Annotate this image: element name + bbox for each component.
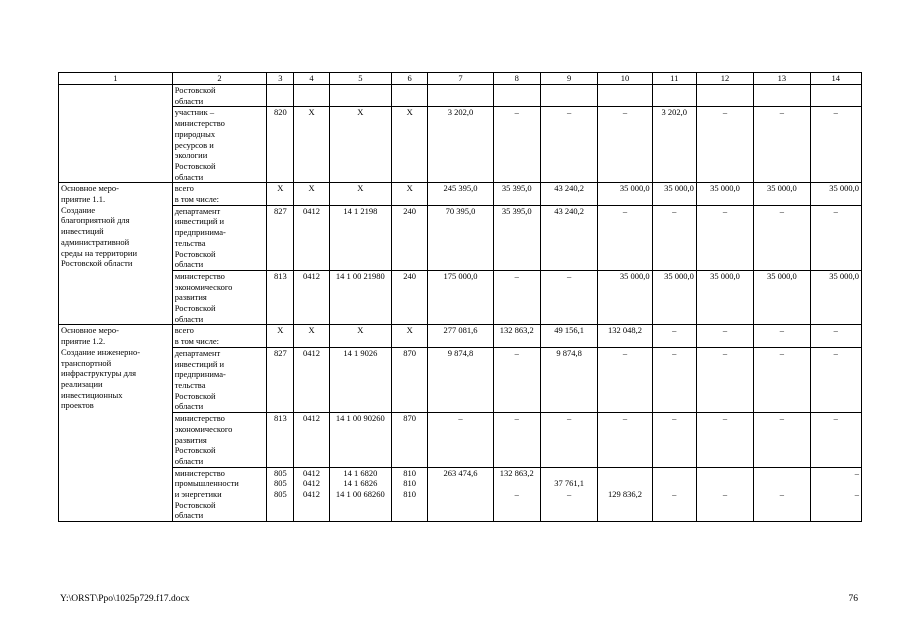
year-cell bbox=[598, 467, 652, 522]
header-cell: 1 bbox=[59, 73, 173, 85]
year-cell: – bbox=[810, 347, 861, 412]
vr-cell: Х bbox=[392, 107, 428, 183]
executor-cell: министерство промышленности и энергетики Ростовской области bbox=[172, 467, 267, 522]
year-value: 37 761,1 bbox=[554, 478, 584, 489]
year-value bbox=[813, 478, 859, 489]
rzpr-cell: 0412 bbox=[294, 413, 329, 468]
year-cell: – bbox=[754, 107, 810, 183]
year-cell: – bbox=[540, 270, 597, 325]
year-cell bbox=[754, 467, 810, 522]
executor-cell: департамент инвестиций и предпринима- тельства Ростовской области bbox=[172, 347, 267, 412]
year-cell: – bbox=[598, 413, 652, 468]
year-cell: – bbox=[696, 413, 753, 468]
year-cell: – bbox=[696, 107, 753, 183]
year-cell: – bbox=[754, 413, 810, 468]
grbs-cell: 827 bbox=[267, 205, 294, 270]
year-cell bbox=[493, 467, 540, 522]
year-cell: – bbox=[493, 107, 540, 183]
header-cell: 8 bbox=[493, 73, 540, 85]
year-cell: – bbox=[696, 347, 753, 412]
rzpr-value: 0412 bbox=[303, 467, 321, 478]
year-cell: 35 000,0 bbox=[652, 183, 696, 205]
year-cell: – bbox=[696, 325, 753, 347]
table-row bbox=[59, 413, 862, 468]
year-cell: 132 863,2 bbox=[493, 325, 540, 347]
year-value: – bbox=[672, 488, 677, 499]
table-row bbox=[59, 270, 862, 325]
header-cell: 3 bbox=[267, 73, 294, 85]
year-cell: – bbox=[652, 205, 696, 270]
vr-cell: 240 bbox=[392, 270, 428, 325]
rzpr-cell: 0412 bbox=[294, 270, 329, 325]
year-cell: 35 000,0 bbox=[810, 183, 861, 205]
year-cell: – bbox=[598, 347, 652, 412]
year-cell: – bbox=[810, 413, 861, 468]
year-cell: – bbox=[598, 107, 652, 183]
grbs-value: 805 bbox=[273, 478, 287, 489]
vr-cell bbox=[392, 467, 428, 522]
year-cell: – bbox=[493, 413, 540, 468]
table-row bbox=[59, 205, 862, 270]
year-cell: – bbox=[810, 325, 861, 347]
year-value: – bbox=[854, 489, 859, 499]
year-cell bbox=[652, 467, 696, 522]
rzpr-value: 0412 bbox=[303, 489, 321, 500]
header-row bbox=[59, 73, 862, 85]
year-cell: – bbox=[493, 347, 540, 412]
year-cell: – bbox=[652, 325, 696, 347]
year-cell: – bbox=[540, 107, 597, 183]
header-cell: 2 bbox=[172, 73, 267, 85]
csr-value: 14 1 6826 bbox=[343, 478, 378, 489]
year-cell: 35 000,0 bbox=[598, 183, 652, 205]
header-cell: 5 bbox=[329, 73, 391, 85]
rzpr-cell: 0412 bbox=[294, 347, 329, 412]
year-cell bbox=[810, 467, 861, 522]
measure-cell: Основное меро- приятие 1.1. Создание благоприятной для инвестиций административной среды на территории Ростовской области bbox=[59, 183, 173, 325]
year-cell: – bbox=[810, 205, 861, 270]
executor-cell: Ростовской области bbox=[172, 85, 267, 107]
vr-cell: Х bbox=[392, 325, 428, 347]
year-value: – bbox=[514, 489, 519, 499]
executor-cell: всего в том числе: bbox=[172, 325, 267, 347]
year-cell: 3 202,0 bbox=[652, 107, 696, 183]
grbs-value: 805 bbox=[273, 467, 287, 478]
year-value: – bbox=[854, 467, 859, 478]
csr-cell: Х bbox=[329, 183, 391, 205]
year-cell: 35 000,0 bbox=[754, 183, 810, 205]
grbs-value: 805 bbox=[273, 489, 287, 500]
year-cell: – bbox=[754, 205, 810, 270]
grbs-cell bbox=[267, 467, 294, 522]
csr-cell: 14 1 9026 bbox=[329, 347, 391, 412]
year-value: 129 836,2 bbox=[607, 488, 642, 499]
grbs-cell: Х bbox=[267, 183, 294, 205]
csr-cell: 14 1 00 21980 bbox=[329, 270, 391, 325]
header-cell: 6 bbox=[392, 73, 428, 85]
year-cell: 43 240,2 bbox=[540, 183, 597, 205]
grbs-cell: 813 bbox=[267, 270, 294, 325]
year-cell: – bbox=[493, 270, 540, 325]
total-cell: 3 202,0 bbox=[428, 107, 493, 183]
total-cell: 175 000,0 bbox=[428, 270, 493, 325]
year-cell: 43 240,2 bbox=[540, 205, 597, 270]
file-path: Y:\ORST\Ppo\1025p729.f17.docx bbox=[60, 594, 190, 604]
page-number: 76 bbox=[848, 594, 858, 604]
executor-cell: департамент инвестиций и предпринима- тельства Ростовской области bbox=[172, 205, 267, 270]
table-row bbox=[59, 325, 862, 347]
header-cell: 9 bbox=[540, 73, 597, 85]
vr-cell: 870 bbox=[392, 413, 428, 468]
year-cell bbox=[696, 467, 753, 522]
vr-cell: 240 bbox=[392, 205, 428, 270]
rzpr-cell: Х bbox=[294, 107, 329, 183]
year-value: – bbox=[566, 489, 572, 499]
year-cell: 49 156,1 bbox=[540, 325, 597, 347]
vr-value: 810 bbox=[403, 478, 417, 489]
csr-cell: Х bbox=[329, 107, 391, 183]
header-cell: 4 bbox=[294, 73, 329, 85]
year-cell: 35 395,0 bbox=[493, 183, 540, 205]
year-cell: – bbox=[696, 205, 753, 270]
total-cell: 263 474,6 bbox=[428, 467, 493, 522]
year-cell: – bbox=[540, 413, 597, 468]
csr-cell: 14 1 00 90260 bbox=[329, 413, 391, 468]
header-cell: 12 bbox=[696, 73, 753, 85]
rzpr-cell: Х bbox=[294, 325, 329, 347]
table-row bbox=[59, 107, 862, 183]
vr-value: 810 bbox=[403, 467, 417, 478]
year-value bbox=[543, 468, 595, 479]
table-row bbox=[59, 347, 862, 412]
year-cell: 35 000,0 bbox=[754, 270, 810, 325]
year-cell: 132 048,2 bbox=[598, 325, 652, 347]
vr-value: 810 bbox=[403, 489, 417, 500]
year-cell: – bbox=[652, 347, 696, 412]
rzpr-cell: 0412 bbox=[294, 205, 329, 270]
year-cell: 35 395,0 bbox=[493, 205, 540, 270]
executor-cell: всего в том числе: bbox=[172, 183, 267, 205]
total-cell: 245 395,0 bbox=[428, 183, 493, 205]
grbs-cell: 827 bbox=[267, 347, 294, 412]
year-cell: – bbox=[810, 107, 861, 183]
year-cell: – bbox=[652, 413, 696, 468]
csr-cell bbox=[329, 467, 391, 522]
year-cell: 35 000,0 bbox=[810, 270, 861, 325]
header-cell: 14 bbox=[810, 73, 861, 85]
executor-cell: министерство экономического развития Ростовской области bbox=[172, 413, 267, 468]
csr-value: 14 1 00 68260 bbox=[335, 489, 385, 500]
grbs-cell: 813 bbox=[267, 413, 294, 468]
year-cell: 9 874,8 bbox=[540, 347, 597, 412]
header-cell: 10 bbox=[598, 73, 652, 85]
measure-cell bbox=[59, 85, 173, 183]
header-cell: 13 bbox=[754, 73, 810, 85]
table-row bbox=[59, 85, 862, 107]
total-cell: 70 395,0 bbox=[428, 205, 493, 270]
measure-cell: Основное меро- приятие 1.2. Создание инженерно- транспортной инфраструктуры для реализации инвестиционных проектов bbox=[59, 325, 173, 522]
year-cell: 35 000,0 bbox=[696, 183, 753, 205]
vr-cell: 870 bbox=[392, 347, 428, 412]
rzpr-cell: Х bbox=[294, 183, 329, 205]
grbs-cell: 820 bbox=[267, 107, 294, 183]
year-cell: – bbox=[598, 205, 652, 270]
year-value: – bbox=[722, 488, 728, 499]
executor-cell: участник – министерство природных ресурсов и экологии Ростовской области bbox=[172, 107, 267, 183]
year-value: 132 863,2 bbox=[499, 467, 534, 478]
total-cell: – bbox=[428, 413, 493, 468]
vr-cell: Х bbox=[392, 183, 428, 205]
csr-cell: 14 1 2198 bbox=[329, 205, 391, 270]
grbs-cell: Х bbox=[267, 325, 294, 347]
year-cell: – bbox=[754, 325, 810, 347]
header-cell: 7 bbox=[428, 73, 493, 85]
total-cell: 9 874,8 bbox=[428, 347, 493, 412]
table-row bbox=[59, 183, 862, 205]
executor-cell: министерство экономического развития Ростовской области bbox=[172, 270, 267, 325]
table-row bbox=[59, 467, 862, 522]
total-cell: 277 081,6 bbox=[428, 325, 493, 347]
year-cell: 35 000,0 bbox=[652, 270, 696, 325]
year-cell: 35 000,0 bbox=[696, 270, 753, 325]
header-cell: 11 bbox=[652, 73, 696, 85]
year-cell bbox=[540, 467, 597, 522]
year-value: – bbox=[779, 488, 785, 499]
csr-value: 14 1 6820 bbox=[343, 467, 378, 478]
year-cell: – bbox=[754, 347, 810, 412]
year-cell: 35 000,0 bbox=[598, 270, 652, 325]
rzpr-cell bbox=[294, 467, 329, 522]
rzpr-value: 0412 bbox=[303, 478, 321, 489]
year-value bbox=[496, 478, 538, 489]
budget-table bbox=[58, 72, 862, 522]
csr-cell: Х bbox=[329, 325, 391, 347]
